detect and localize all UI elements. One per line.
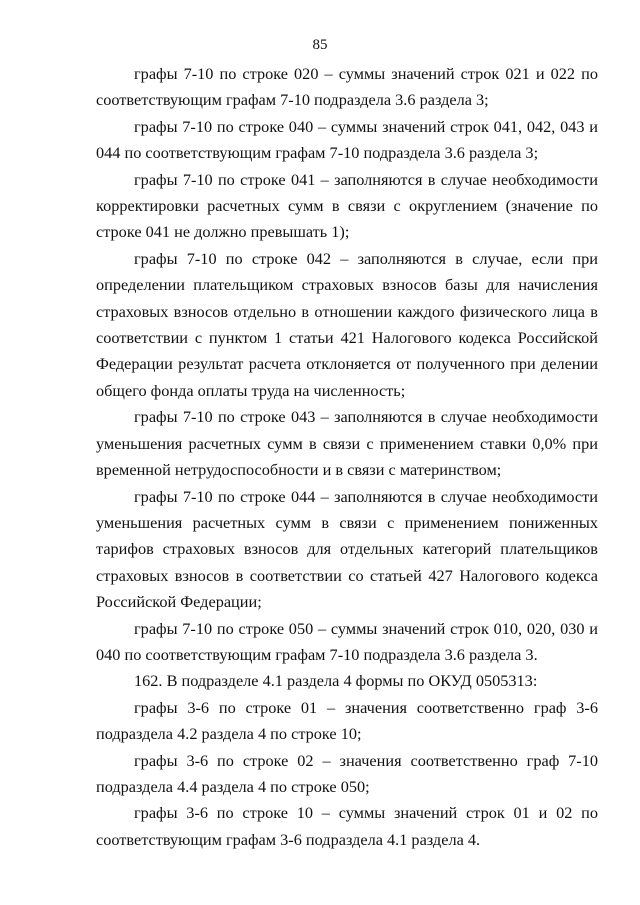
paragraph-line-044: графы 7-10 по строке 044 – заполняются в случае необходимости уменьшения расчетных сумм в связи с применением пониженных тарифов страховых взносов для отдельных категорий плательщиков страховых взносов в соответствии со статьей 427 Налогового кодекса Российской Федерации; — [96, 486, 598, 612]
paragraph-line-050: графы 7-10 по строке 050 – суммы значений строк 010, 020, 030 и 040 по соответствующим графам 7-10 подраздела 3.6 раздела 3. — [96, 618, 598, 664]
paragraph-line-02: графы 3-6 по строке 02 – значения соответственно граф 7-10 подраздела 4.4 раздела 4 по строке 050; — [96, 750, 598, 796]
document-body — [96, 61, 598, 853]
paragraph-item-162: 162. В подразделе 4.1 раздела 4 формы по ОКУД 0505313: — [134, 671, 538, 691]
paragraph-line-040: графы 7-10 по строке 040 – суммы значений строк 041, 042, 043 и 044 по соответствующим графам 7-10 подраздела 3.6 раздела 3; — [96, 116, 598, 163]
paragraph-line-041: графы 7-10 по строке 041 – заполняются в случае необходимости корректировки расчетных сумм в связи с округлением (значение по строке 041 не должно превышать 1); — [96, 169, 598, 242]
paragraph-line-01: графы 3-6 по строке 01 – значения соответственно граф 3-6 подраздела 4.2 раздела 4 по строке 10; — [96, 697, 598, 744]
page-number: 85 — [312, 37, 328, 53]
paragraph-line-020: графы 7-10 по строке 020 – суммы значений строк 021 и 022 по соответствующим графам 7-10 подраздела 3.6 раздела 3; — [96, 64, 598, 110]
paragraph-line-043: графы 7-10 по строке 043 – заполняются в случае необходимости уменьшения расчетных сумм в связи с применением ставки 0,0% при временной нетрудоспособности и в связи с материнством; — [96, 407, 598, 480]
paragraph-line-042: графы 7-10 по строке 042 – заполняются в случае, если при определении плательщиком страховых взносов базы для начисления страховых взносов отдельно в отношении каждого физического лица в соответствии с пунктом 1 статьи 421 Налогового кодекса Российской Федерации результат расчета отклоняется от полученного при делении общего фонда оплаты труда на численность; — [96, 248, 598, 400]
paragraph-line-10: графы 3-6 по строке 10 – суммы значений строк 01 и 02 по соответствующим графам 3-6 подраздела 4.1 раздела 4. — [96, 803, 598, 849]
